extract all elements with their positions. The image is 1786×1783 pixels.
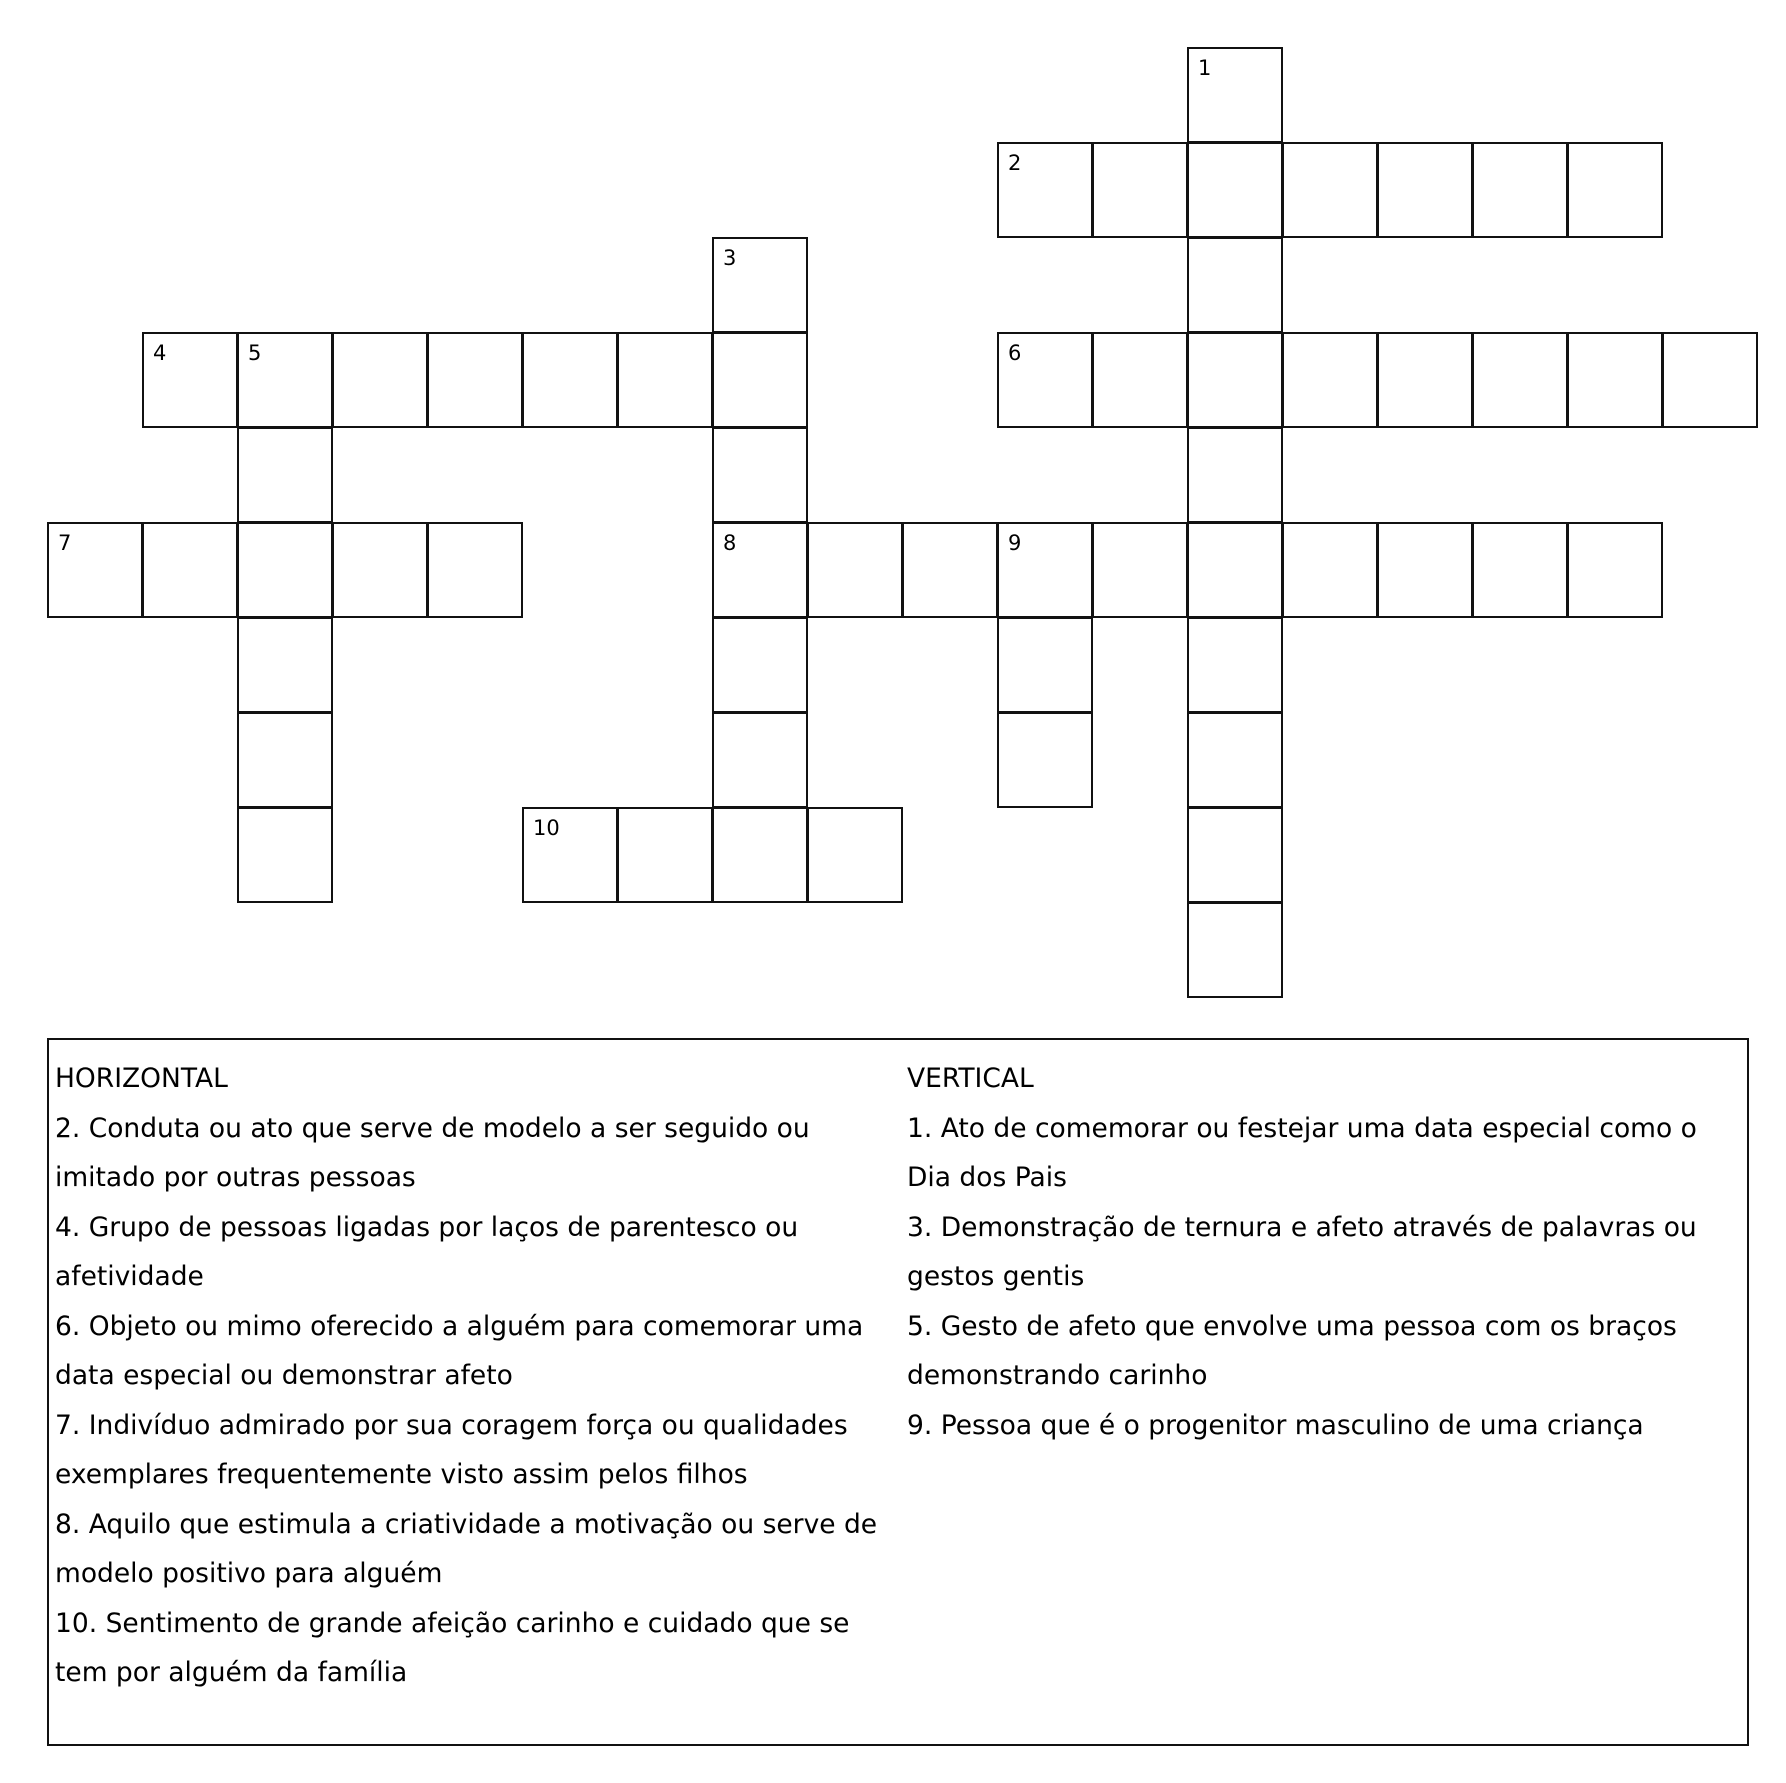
grid-cell[interactable] xyxy=(807,522,903,618)
clue-line: Dia dos Pais xyxy=(907,1162,1067,1193)
grid-cell[interactable] xyxy=(1472,332,1568,428)
clue-line: 8. Aquilo que estimula a criatividade a motivação ou serve de xyxy=(55,1508,878,1540)
grid-cell[interactable] xyxy=(427,522,523,618)
grid-cell[interactable] xyxy=(997,522,1093,618)
clue-line: 9. Pessoa que é o progenitor masculino de uma criança xyxy=(907,1409,1644,1441)
grid-cell[interactable] xyxy=(237,332,333,428)
clue-line: 4. Grupo de pessoas ligadas por laços de parentesco ou xyxy=(55,1211,799,1243)
clue-number: 4 xyxy=(153,341,167,365)
grid-cell[interactable] xyxy=(522,332,618,428)
clue-line: tem por alguém da família xyxy=(55,1657,408,1688)
grid-cell[interactable] xyxy=(712,427,808,523)
vertical-heading: VERTICAL xyxy=(907,1063,1034,1094)
grid-cell[interactable] xyxy=(1092,332,1188,428)
grid-cell[interactable] xyxy=(142,332,238,428)
grid-cell[interactable] xyxy=(1187,237,1283,333)
grid-cell[interactable] xyxy=(332,332,428,428)
clue-line: 3. Demonstração de ternura e afeto através de palavras ou xyxy=(907,1211,1697,1243)
clue-number: 7 xyxy=(58,531,72,555)
grid-cell[interactable] xyxy=(1282,522,1378,618)
clue-line: 10. Sentimento de grande afeição carinho e cuidado que se xyxy=(55,1607,850,1639)
grid-cell[interactable] xyxy=(712,807,808,903)
horizontal-clues xyxy=(55,1054,905,1698)
clue-line: 2. Conduta ou ato que serve de modelo a ser seguido ou xyxy=(55,1112,810,1144)
grid-cell[interactable] xyxy=(712,522,808,618)
grid-cell[interactable] xyxy=(1282,332,1378,428)
grid-cell[interactable] xyxy=(997,712,1093,808)
clue-number: 8 xyxy=(723,531,737,555)
clue-number: 6 xyxy=(1008,341,1022,365)
grid-cell[interactable] xyxy=(997,617,1093,713)
clue-line: imitado por outras pessoas xyxy=(55,1162,416,1193)
grid-cell[interactable] xyxy=(1472,522,1568,618)
grid-cell[interactable] xyxy=(1377,332,1473,428)
clue-number: 3 xyxy=(723,246,737,270)
clue-line: 7. Indivíduo admirado por sua coragem força ou qualidades xyxy=(55,1409,848,1441)
grid-cell[interactable] xyxy=(1662,332,1758,428)
grid-cell[interactable] xyxy=(47,522,143,618)
vertical-clues xyxy=(907,1054,1737,1450)
grid-cell[interactable] xyxy=(712,237,808,333)
clue-number: 9 xyxy=(1008,531,1022,555)
grid-cell[interactable] xyxy=(1567,522,1663,618)
clue-line: modelo positivo para alguém xyxy=(55,1558,443,1589)
clue-line: 1. Ato de comemorar ou festejar uma data especial como o xyxy=(907,1112,1697,1144)
grid-cell[interactable] xyxy=(237,807,333,903)
clue-line: demonstrando carinho xyxy=(907,1360,1208,1391)
grid-cell[interactable] xyxy=(712,712,808,808)
horizontal-clue-list xyxy=(55,1104,905,1698)
grid-cell[interactable] xyxy=(142,522,238,618)
grid-cell[interactable] xyxy=(237,427,333,523)
grid-cell[interactable] xyxy=(237,712,333,808)
grid-cell[interactable] xyxy=(712,332,808,428)
grid-cell[interactable] xyxy=(427,332,523,428)
grid-cell[interactable] xyxy=(1282,142,1378,238)
grid-cell[interactable] xyxy=(1187,427,1283,523)
grid-cell[interactable] xyxy=(1092,142,1188,238)
grid-cell[interactable] xyxy=(1567,332,1663,428)
grid-cell[interactable] xyxy=(617,807,713,903)
clues-panel xyxy=(47,1038,1749,1746)
clue-line: gestos gentis xyxy=(907,1261,1085,1292)
grid-cell[interactable] xyxy=(807,807,903,903)
grid-cell[interactable] xyxy=(1187,617,1283,713)
grid-cell[interactable] xyxy=(332,522,428,618)
grid-cell[interactable] xyxy=(617,332,713,428)
vertical-clue-list xyxy=(907,1104,1737,1451)
clue-line: exemplares frequentemente visto assim pelos filhos xyxy=(55,1459,748,1490)
clue-number: 2 xyxy=(1008,151,1022,175)
grid-cell[interactable] xyxy=(1567,142,1663,238)
grid-cell[interactable] xyxy=(237,522,333,618)
grid-cell[interactable] xyxy=(1092,522,1188,618)
grid-cell[interactable] xyxy=(1187,522,1283,618)
clue-number: 10 xyxy=(533,816,560,840)
clue-line: afetividade xyxy=(55,1261,204,1292)
grid-cell[interactable] xyxy=(997,332,1093,428)
grid-cell[interactable] xyxy=(1377,522,1473,618)
grid-cell[interactable] xyxy=(1472,142,1568,238)
grid-cell[interactable] xyxy=(902,522,998,618)
grid-cell[interactable] xyxy=(237,617,333,713)
grid-cell[interactable] xyxy=(1187,332,1283,428)
grid-cell[interactable] xyxy=(1187,807,1283,903)
clue-line: data especial ou demonstrar afeto xyxy=(55,1360,513,1391)
clue-number: 5 xyxy=(248,341,262,365)
grid-cell[interactable] xyxy=(1187,47,1283,143)
clue-line: 6. Objeto ou mimo oferecido a alguém para comemorar uma xyxy=(55,1310,864,1342)
grid-cell[interactable] xyxy=(1377,142,1473,238)
clue-line: 5. Gesto de afeto que envolve uma pessoa com os braços xyxy=(907,1310,1677,1342)
grid-cell[interactable] xyxy=(712,617,808,713)
grid-cell[interactable] xyxy=(1187,142,1283,238)
grid-cell[interactable] xyxy=(997,142,1093,238)
grid-cell[interactable] xyxy=(1187,902,1283,998)
clue-number: 1 xyxy=(1198,56,1212,80)
grid-cell[interactable] xyxy=(522,807,618,903)
horizontal-heading: HORIZONTAL xyxy=(55,1063,228,1094)
grid-cell[interactable] xyxy=(1187,712,1283,808)
